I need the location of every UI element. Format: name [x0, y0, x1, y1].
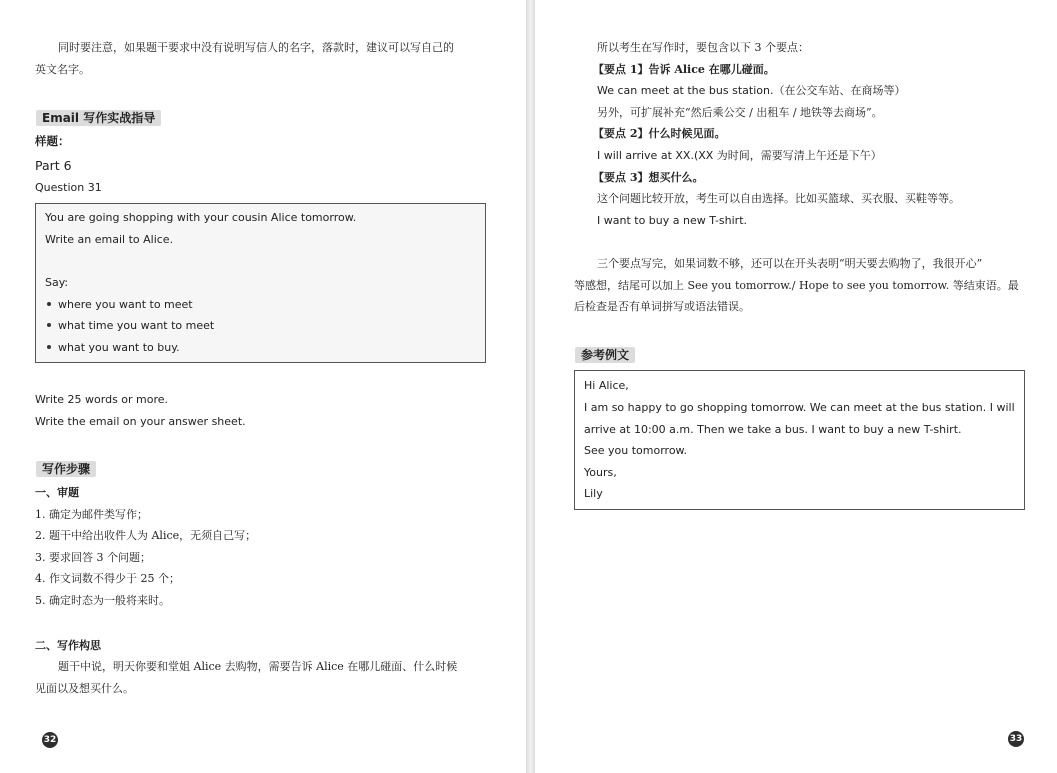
summary-line-3: 后检查是否有单词拼写或语法错误。 — [574, 300, 750, 313]
key-point-1: 【要点 1】告诉 Alice 在哪儿碰面。 — [593, 63, 775, 76]
right-line: I want to buy a new T-shirt. — [597, 214, 747, 227]
section-email-guide-heading: Email 写作实战指导 — [36, 110, 161, 126]
sample-email-box — [574, 370, 1025, 510]
left-page — [0, 0, 526, 773]
sample-email-line: arrive at 10:00 a.m. Then we take a bus. I want to buy a new T-shirt. — [584, 423, 962, 436]
book-gutter — [526, 0, 535, 773]
step2-line-2: 见面以及想买什么。 — [35, 682, 134, 695]
task-line-1: You are going shopping with your cousin Alice tomorrow. — [45, 211, 357, 224]
instruction-line-1: Write 25 words or more. — [35, 393, 169, 406]
page-number-badge: 33 — [1008, 731, 1024, 747]
step2-title: 二、写作构思 — [35, 639, 101, 652]
section-steps-heading: 写作步骤 — [36, 461, 96, 477]
bullet-icon — [47, 323, 51, 327]
right-line: 另外，可扩展补充“然后乘公交 / 出租车 / 地铁等去商场”。 — [597, 106, 883, 119]
intro-line-2: 英文名字。 — [35, 63, 90, 76]
instruction-line-2: Write the email on your answer sheet. — [35, 415, 246, 428]
step1-item: 1. 确定为邮件类写作； — [35, 508, 148, 521]
sample-label: 样题： — [35, 134, 70, 148]
sample-email-line: See you tomorrow. — [584, 444, 688, 457]
key-point-2: 【要点 2】什么时候见面。 — [593, 127, 726, 140]
task-box — [35, 203, 486, 363]
task-bullet — [45, 297, 193, 313]
task-bullet-text: what time you want to meet — [58, 319, 215, 332]
bullet-icon — [47, 302, 51, 306]
task-say-label: Say: — [45, 276, 69, 289]
step1-item: 4. 作文词数不得少于 25 个； — [35, 572, 180, 585]
question-label: Question 31 — [35, 181, 102, 194]
sample-email-line: I am so happy to go shopping tomorrow. We can meet at the bus station. I will — [584, 401, 1015, 414]
right-line: 这个问题比较开放，考生可以自由选择。比如买篮球、买衣服、买鞋等等。 — [597, 192, 960, 205]
step1-item: 3. 要求回答 3 个问题； — [35, 551, 151, 564]
page-number-badge: 32 — [42, 732, 58, 748]
part-label: Part 6 — [35, 158, 72, 173]
step1-item: 5. 确定时态为一般将来时。 — [35, 594, 170, 607]
right-line: I will arrive at XX.(XX 为时间，需要写清上午还是下午） — [597, 149, 882, 162]
intro-line-1: 同时要注意，如果题干要求中没有说明写信人的名字，落款时，建议可以写自己的 — [58, 41, 454, 54]
right-line: 所以考生在写作时，要包含以下 3 个要点： — [597, 41, 809, 54]
task-bullet — [45, 340, 180, 356]
right-page — [535, 0, 1057, 773]
bullet-icon — [47, 345, 51, 349]
task-bullet-text: what you want to buy. — [58, 341, 180, 354]
summary-line-1: 三个要点写完，如果词数不够，还可以在开头表明“明天要去购物了，我很开心” — [597, 257, 983, 270]
step1-title: 一、审题 — [35, 486, 79, 499]
task-bullet-text: where you want to meet — [58, 298, 193, 311]
right-line: We can meet at the bus station.（在公交车站、在商场等） — [597, 84, 906, 97]
sample-email-line: Lily — [584, 487, 603, 500]
task-bullet — [45, 318, 214, 334]
sample-email-line: Yours, — [584, 466, 617, 479]
key-point-3: 【要点 3】想买什么。 — [593, 171, 704, 184]
step1-item: 2. 题干中给出收件人为 Alice，无须自己写； — [35, 529, 257, 542]
sample-email-line: Hi Alice, — [584, 379, 629, 392]
task-line-2: Write an email to Alice. — [45, 233, 174, 246]
summary-line-2: 等感想，结尾可以加上 See you tomorrow./ Hope to see you tomorrow. 等结束语。最 — [574, 279, 1019, 292]
step2-line-1: 题干中说，明天你要和堂姐 Alice 去购物，需要告诉 Alice 在哪儿碰面、什么时候 — [58, 660, 458, 673]
section-sample-heading: 参考例文 — [575, 347, 635, 363]
